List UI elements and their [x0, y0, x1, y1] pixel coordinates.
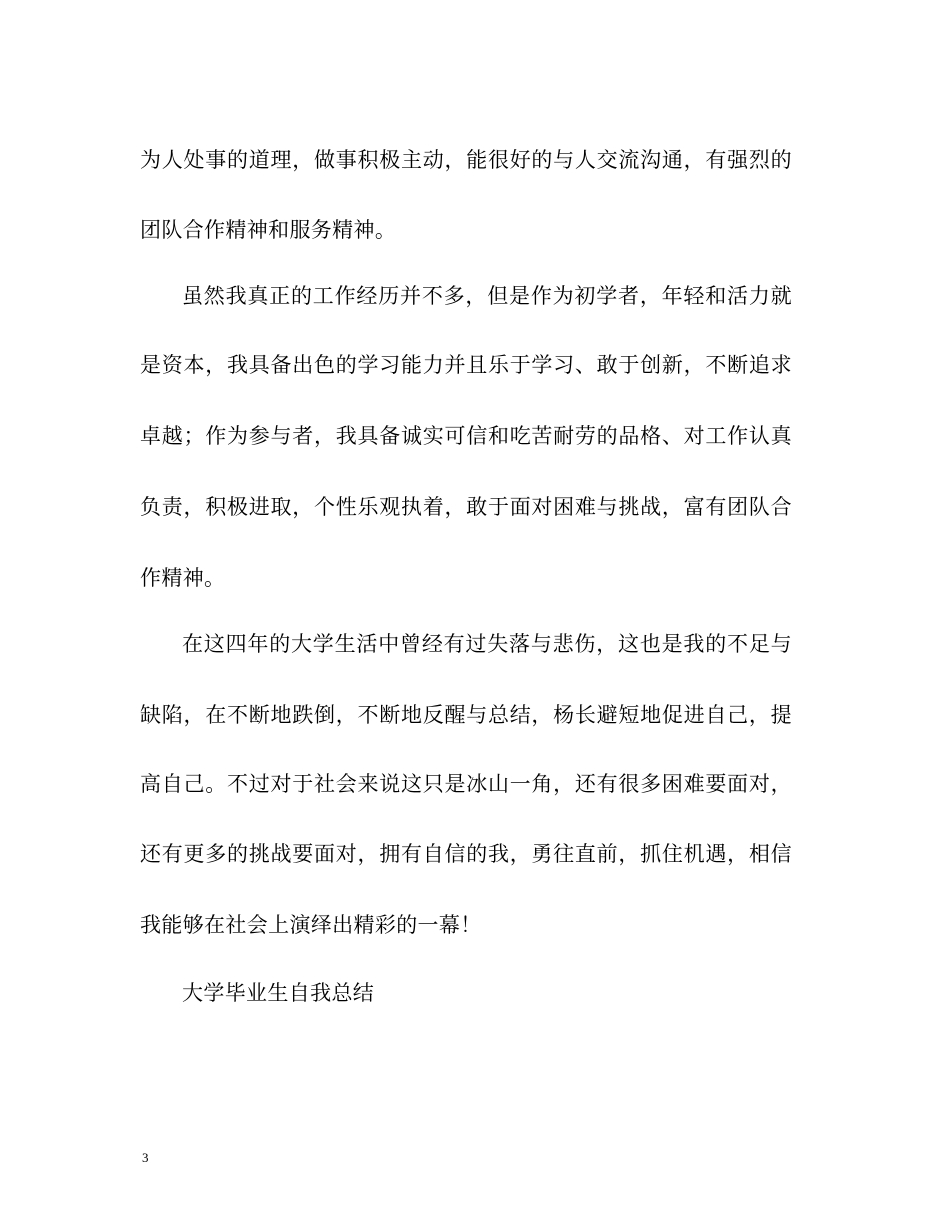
text-line: 为人处事的道理，做事积极主动，能很好的与人交流沟通，有强烈的	[140, 148, 792, 172]
text-line: 负责，积极进取，个性乐观执着，敢于面对困难与挑战，富有团队合	[140, 495, 792, 519]
text-line: 在这四年的大学生活中曾经有过失落与悲伤，这也是我的不足与	[182, 632, 792, 656]
text-line: 卓越；作为参与者，我具备诚实可信和吃苦耐劳的品格、对工作认真	[140, 424, 792, 448]
text-line: 是资本，我具备出色的学习能力并且乐于学习、敢于创新，不断追求	[140, 353, 792, 377]
section-title: 大学毕业生自我总结	[182, 981, 375, 1005]
text-line: 高自己。不过对于社会来说这只是冰山一角，还有很多困难要面对，	[140, 772, 792, 796]
text-line: 虽然我真正的工作经历并不多，但是作为初学者，年轻和活力就	[182, 284, 792, 308]
text-line: 缺陷，在不断地跌倒，不断地反醒与总结，杨长避短地促进自己，提	[140, 703, 792, 727]
text-line: 我能够在社会上演绎出精彩的一幕！	[140, 913, 482, 937]
text-line: 作精神。	[140, 566, 226, 590]
text-line: 还有更多的挑战要面对，拥有自信的我，勇往直前，抓住机遇，相信	[140, 842, 792, 866]
text-line: 团队合作精神和服务精神。	[140, 218, 397, 242]
page-number: 3	[142, 1150, 149, 1165]
